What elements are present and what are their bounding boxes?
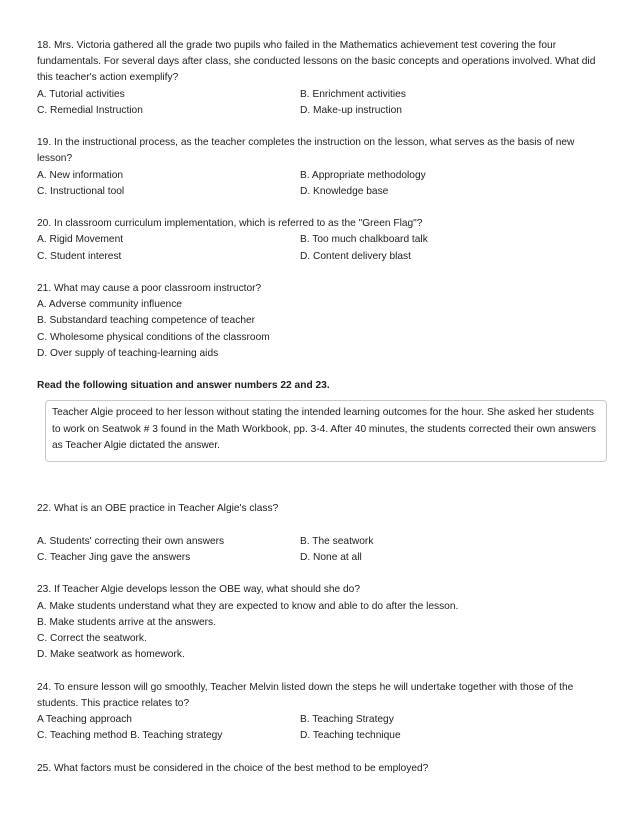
option-20-a[interactable]: A. Rigid Movement bbox=[37, 234, 124, 246]
option-23-d[interactable]: D. Make seatwork as homework. bbox=[37, 649, 185, 661]
question-21-stem: 21. What may cause a poor classroom instructor? bbox=[37, 283, 262, 294]
option-18-a[interactable]: A. Tutorial activities bbox=[37, 88, 125, 100]
situation-text: Teacher Algie proceed to her lesson without stating the intended learning outcomes for the hour. She asked her students to work on Seatwok # 3 found in the Math Workbook, pp. 3-4. After 40 minutes, the students corrected their own answers as Teacher Algie dictated the answer. bbox=[52, 407, 597, 451]
question-23-stem: 23. If Teacher Algie develops lesson the OBE way, what should she do? bbox=[37, 584, 360, 596]
question-19-options-row-1 bbox=[37, 168, 607, 184]
option-21-c[interactable]: C. Wholesome physical conditions of the classroom bbox=[37, 331, 270, 343]
option-22-a[interactable]: A. Students' correcting their own answers bbox=[37, 535, 225, 547]
situation-heading: Read the following situation and answer numbers 22 and 23. bbox=[37, 380, 330, 392]
question-19-options-row-2 bbox=[37, 184, 607, 200]
option-18-d[interactable]: D. Make-up instruction bbox=[300, 104, 402, 116]
option-22-c[interactable]: C. Teacher Jing gave the answers bbox=[37, 552, 191, 563]
option-18-b[interactable]: B. Enrichment activities bbox=[300, 88, 406, 100]
question-20-options-row-2 bbox=[37, 249, 607, 265]
option-24-a[interactable]: A Teaching approach bbox=[37, 714, 132, 725]
option-19-d[interactable]: D. Knowledge base bbox=[300, 185, 389, 197]
question-18-options-row-1 bbox=[37, 87, 607, 103]
option-24-b[interactable]: B. Teaching Strategy bbox=[300, 714, 394, 725]
question-18-options-row-2 bbox=[37, 103, 607, 119]
option-20-d[interactable]: D. Content delivery blast bbox=[300, 250, 411, 262]
question-20-options-row-1 bbox=[37, 232, 607, 248]
question-20-stem: 20. In classroom curriculum implementation, which is referred to as the "Green Flag"? bbox=[37, 218, 423, 230]
question-19-stem: 19. In the instructional process, as the teacher completes the instruction on the lesson, what serves as the basis of new lesson? bbox=[37, 137, 575, 165]
question-25-stem: 25. What factors must be considered in the choice of the best method to be employed? bbox=[37, 762, 429, 774]
option-23-c[interactable]: C. Correct the seatwork. bbox=[37, 633, 147, 644]
question-24-stem: 24. To ensure lesson will go smoothly, Teacher Melvin listed down the steps he will undertake together with those of the students. This practice relates to? bbox=[37, 681, 574, 709]
option-19-a[interactable]: A. New information bbox=[37, 169, 124, 181]
option-21-a[interactable]: A. Adverse community influence bbox=[37, 299, 182, 311]
option-24-d[interactable]: D. Teaching technique bbox=[300, 730, 401, 742]
question-18-stem: 18. Mrs. Victoria gathered all the grade two pupils who failed in the Mathematics achievement test covering the four fundamentals. For several days after class, she conducted lessons on the basic concepts and operations involved. What did this teacher's action exemplify? bbox=[37, 40, 596, 84]
option-20-b[interactable]: B. Too much chalkboard talk bbox=[300, 234, 428, 246]
option-22-b[interactable]: B. The seatwork bbox=[300, 535, 374, 547]
option-19-c[interactable]: C. Instructional tool bbox=[37, 185, 125, 197]
exam-page bbox=[37, 38, 607, 777]
option-21-d[interactable]: D. Over supply of teaching-learning aids bbox=[37, 347, 219, 359]
situation-box bbox=[45, 400, 607, 462]
option-21-b[interactable]: B. Substandard teaching competence of teacher bbox=[37, 315, 256, 327]
question-24-options-row-2 bbox=[37, 728, 607, 744]
question-22-stem: 22. What is an OBE practice in Teacher Algie's class? bbox=[37, 503, 279, 515]
option-19-b[interactable]: B. Appropriate methodology bbox=[300, 169, 426, 181]
question-22-options-row-1 bbox=[37, 534, 607, 550]
option-18-c[interactable]: C. Remedial Instruction bbox=[37, 104, 143, 116]
option-22-d[interactable]: D. None at all bbox=[300, 552, 362, 563]
question-22-options-row-2 bbox=[37, 550, 607, 566]
option-24-c[interactable]: C. Teaching method B. Teaching strategy bbox=[37, 730, 223, 742]
question-24-options-row-1 bbox=[37, 712, 607, 728]
option-20-c[interactable]: C. Student interest bbox=[37, 250, 122, 262]
option-23-b[interactable]: B. Make students arrive at the answers. bbox=[37, 616, 216, 628]
option-23-a[interactable]: A. Make students understand what they are expected to know and able to do after the lesson. bbox=[37, 600, 459, 612]
